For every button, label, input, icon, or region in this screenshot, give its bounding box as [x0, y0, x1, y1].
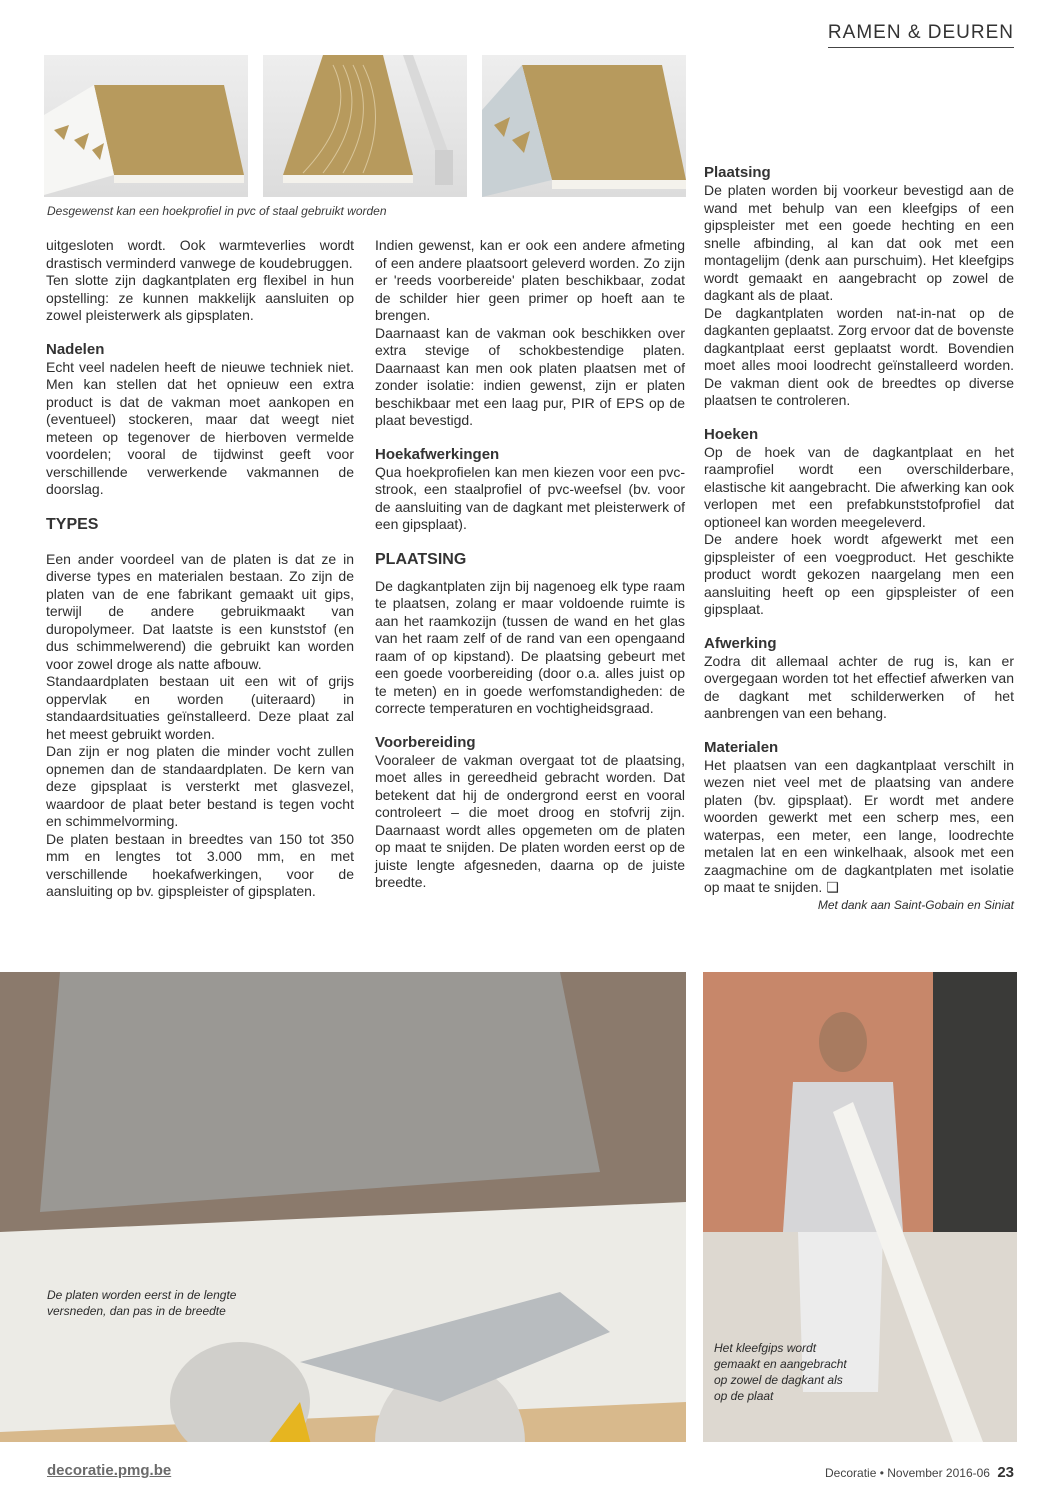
- photo-cutting-plate: [0, 972, 686, 1442]
- column-3: [704, 164, 1014, 914]
- product-image-steel-corner: [482, 55, 686, 197]
- issue-text: Decoratie • November 2016-06: [825, 1466, 990, 1480]
- photo-illustration: [0, 972, 686, 1442]
- caption-line: De platen worden eerst in de lengte: [47, 1288, 237, 1302]
- product-image-mesh-profile: [263, 55, 467, 197]
- caption-line: op de plaat: [714, 1389, 774, 1403]
- paragraph: Zodra dit allemaal achter de rug is, kan er overgegaan worden tot het effectief afwerken van de dagkant met schilderwerken of het aanbrengen van een behang.: [704, 652, 1014, 721]
- paragraph: De dagkantplaten zijn bij nagenoeg elk type raam te plaatsen, zolang er maar voldoende ruimte is aan het raamkozijn (tussen de wand en het glas van het raam zelf of de rand van een opengaand raam of op kipstand). De plaatsing gebeurt met een goede voorbereiding (door o.a. alles juist op te meten) en in goede werfomstandigheden: de correcte temperaturen en vochtigheidsgraad.: [375, 577, 685, 716]
- paragraph: De dagkantplaten worden nat-in-nat op de dagkanten geplaatst. Zorg ervoor dat de bovenste dagkantplaat eerst geplaatst wordt. Bovendien moet alles mooi loodrecht geïnstalleerd worden. De vakman dient ook de breedtes op diverse plaatsen te controleren.: [704, 304, 1014, 408]
- heading-plaatsing: PLAATSING: [375, 550, 467, 568]
- paragraph: Ten slotte zijn dagkantplaten erg flexibel in hun opstelling: ze kunnen makkelijk aansluiten op zowel pleisterwerk als gipsplaten.: [46, 272, 354, 323]
- paragraph: De platen worden bij voorkeur bevestigd aan de wand met behulp van een kleefgips of een gipspleister met een goede hechting en een snelle afbinding, al kan dat ook met een montagelijm (denk aan purschuim). Het kleefgips wordt gemaakt en aangebracht op zowel de dagkant als de plaat.: [704, 182, 1014, 303]
- section-title: RAMEN & DEUREN: [828, 22, 1014, 48]
- end-mark-icon: ❑: [826, 879, 839, 895]
- caption-line: op zowel de dagkant als: [714, 1373, 843, 1387]
- paragraph: Op de hoek van de dagkantplaat en het raamprofiel wordt een overschilderbare, elastische kit aangebracht. Die afwerking kan ook verlopen met een prefabkunststofprofiel dat optioneel kan worden meegeleverd.: [704, 443, 1014, 530]
- heading-materialen: Materialen: [704, 738, 779, 756]
- heading-voorbereiding: Voorbereiding: [375, 733, 476, 751]
- credits: Met dank aan Saint-Gobain en Siniat: [817, 897, 1014, 912]
- paragraph: Echt veel nadelen heeft de nieuwe techniek niet. Men kan stellen dat het opnieuw een extra product is dat de vakman moet aankopen en (eventueel) stockeren, maar dat weegt niet meteen op tegenover de hierboven vermelde voordelen; vooral de tijdwinst geeft voor verschillende verwerkende vakmannen de doorslag.: [46, 358, 354, 497]
- top-image-caption: Desgewenst kan een hoekprofiel in pvc of staal gebruikt worden: [47, 204, 387, 218]
- footer-issue: [825, 1464, 1014, 1481]
- paragraph: Daarnaast kan de vakman ook beschikken over extra stevige of schokbestendige platen. Daarnaast kan men ook platen plaatsen met of zonder isolatie: indien gewenst, zijn er platen beschikbaar met een laag pur, PIR of EPS op de plaat bevestigd.: [375, 324, 685, 428]
- column-1: [46, 237, 354, 901]
- caption-line: versneden, dan pas in de breedte: [47, 1304, 226, 1318]
- heading-hoeken: Hoeken: [704, 425, 759, 443]
- paragraph: Een ander voordeel van de platen is dat ze in diverse types en materialen bestaan. Zo zijn de platen van de ene fabrikant gemaakt uit gips, terwijl de andere gebruikmaakt van duropolymeer. Dat laatste is een kunststof (en dus schimmelwerend) die gebruikt kan worden voor zowel droge als natte afbouw.: [46, 550, 354, 672]
- panel-illustration: [263, 55, 467, 197]
- photo-right-caption: [714, 1340, 847, 1404]
- caption-line: gemaakt en aangebracht: [714, 1357, 847, 1371]
- paragraph: uitgesloten wordt. Ook warmteverlies wordt drastisch verminderd vanwege de koudebruggen.: [46, 237, 354, 271]
- paragraph-text: Het plaatsen van een dagkantplaat verschilt in wezen niet veel met de plaatsing van andere platen (bv. gipsplaat). Er wordt met andere woorden gewerkt met een scherp mes, een waterpas, een meter, een lange, loodrechte metalen lat en een winkelhaak, alsook met een zaagmachine om de dagkantplaten met isolatie op maat te snijden.: [704, 756, 1014, 895]
- paragraph: Dan zijn er nog platen die minder vocht zullen opnemen dan de standaardplaten. De kern van deze gipsplaat is versterkt met glasvezel, waardoor de plaat beter bestand is tegen vocht en schimmelvorming.: [46, 743, 354, 829]
- product-image-pvc-corner: [44, 55, 248, 197]
- website-link[interactable]: decoratie.pmg.be: [47, 1462, 172, 1479]
- panel-illustration: [482, 55, 686, 197]
- paragraph: Standaardplaten bestaan uit een wit of grijs oppervlak en worden (uiteraard) in standaardsituaties geïnstalleerd. Deze plaat zal het meest gebruikt worden.: [46, 673, 354, 742]
- paragraph: De andere hoek wordt afgewerkt met een gipspleister of een voegproduct. Het geschikte product wordt gekozen naargelang men een aansluiting heeft op een gipspleister of een gipsplaat.: [704, 531, 1014, 617]
- page-number: 23: [997, 1464, 1014, 1481]
- photo-applying-adhesive: [703, 972, 1017, 1442]
- paragraph: Vooraleer de vakman overgaat tot de plaatsing, moet alles in gereedheid gebracht worden. Dat betekent dat hij de ondergrond eerst en vooral controleert – die moet droog en stofvrij zijn. Daarnaast wordt alles opgemeten om de platen op maat te snijden. De platen worden eerst op de juiste lengte afgesneden, daarna op de juiste breedte.: [375, 751, 685, 890]
- panel-illustration: [44, 55, 248, 197]
- heading-hoekafwerkingen: Hoekafwerkingen: [375, 445, 500, 463]
- heading-types: TYPES: [46, 515, 99, 533]
- paragraph: [704, 757, 1014, 897]
- photo-left-caption: [47, 1287, 236, 1319]
- paragraph: De platen bestaan in breedtes van 150 tot 350 mm en lengtes tot 3.000 mm, en met verschillende hoekafwerkingen, voor de aansluiting op bv. gipspleister of gipsplaten.: [46, 830, 354, 899]
- heading-plaatsing-sub: Plaatsing: [704, 164, 771, 181]
- caption-line: Het kleefgips wordt: [714, 1341, 817, 1355]
- paragraph: Indien gewenst, kan er ook een andere afmeting of een andere plaatsoort geleverd worden. Zo zijn er 'reeds voorbereide' platen beschikbaar, zodat de schilder hier geen primer op hoeft aan te brengen.: [375, 237, 685, 323]
- heading-nadelen: Nadelen: [46, 340, 105, 358]
- column-2: [375, 237, 685, 892]
- heading-afwerking: Afwerking: [704, 634, 777, 652]
- paragraph: Qua hoekprofielen kan men kiezen voor een pvc-strook, een staalprofiel of pvc-weefsel (bv. voor de aansluiting van de dagkant met pleisterwerk of een gipsplaat).: [375, 463, 685, 532]
